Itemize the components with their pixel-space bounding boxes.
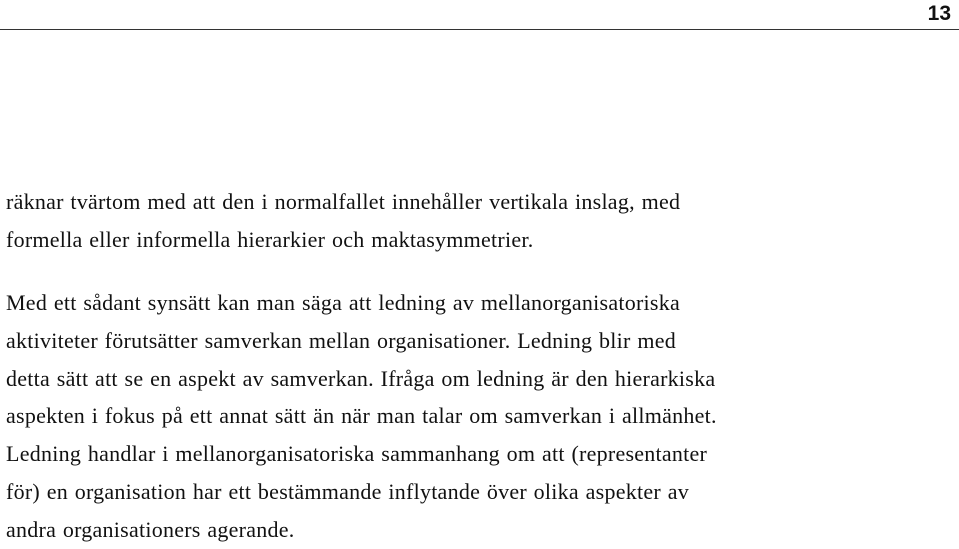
paragraph-1-line-2: formella eller informella hierarkier och maktasymmetrier.	[6, 226, 534, 252]
paragraph-2-line-6: för) en organisation har ett bestämmande inflytande över olika aspekter av	[6, 478, 689, 504]
page-number: 13	[927, 2, 951, 25]
paragraph-1	[6, 183, 680, 259]
paragraph-2-line-7: andra organisationers agerande.	[6, 516, 295, 542]
paragraph-2-line-4: aspekten i fokus på ett annat sätt än när man talar om samverkan i allmänhet.	[6, 403, 717, 429]
paragraph-2-line-3: detta sätt att se en aspekt av samverkan. Ifråga om ledning är den hierarkiska	[6, 365, 716, 391]
paragraph-2	[6, 284, 717, 549]
paragraph-1-line-1: räknar tvärtom med att den i normalfallet innehåller vertikala inslag, med	[6, 189, 681, 214]
paragraph-2-line-5: Ledning handlar i mellanorganisatoriska sammanhang om att (representanter	[6, 441, 708, 467]
paragraph-2-line-1: Med ett sådant synsätt kan man säga att ledning av mellanorganisatoriska	[6, 290, 680, 315]
paragraph-2-line-2: aktiviteter förutsätter samverkan mellan organisationer. Ledning blir med	[6, 327, 676, 353]
header-rule	[0, 29, 959, 30]
